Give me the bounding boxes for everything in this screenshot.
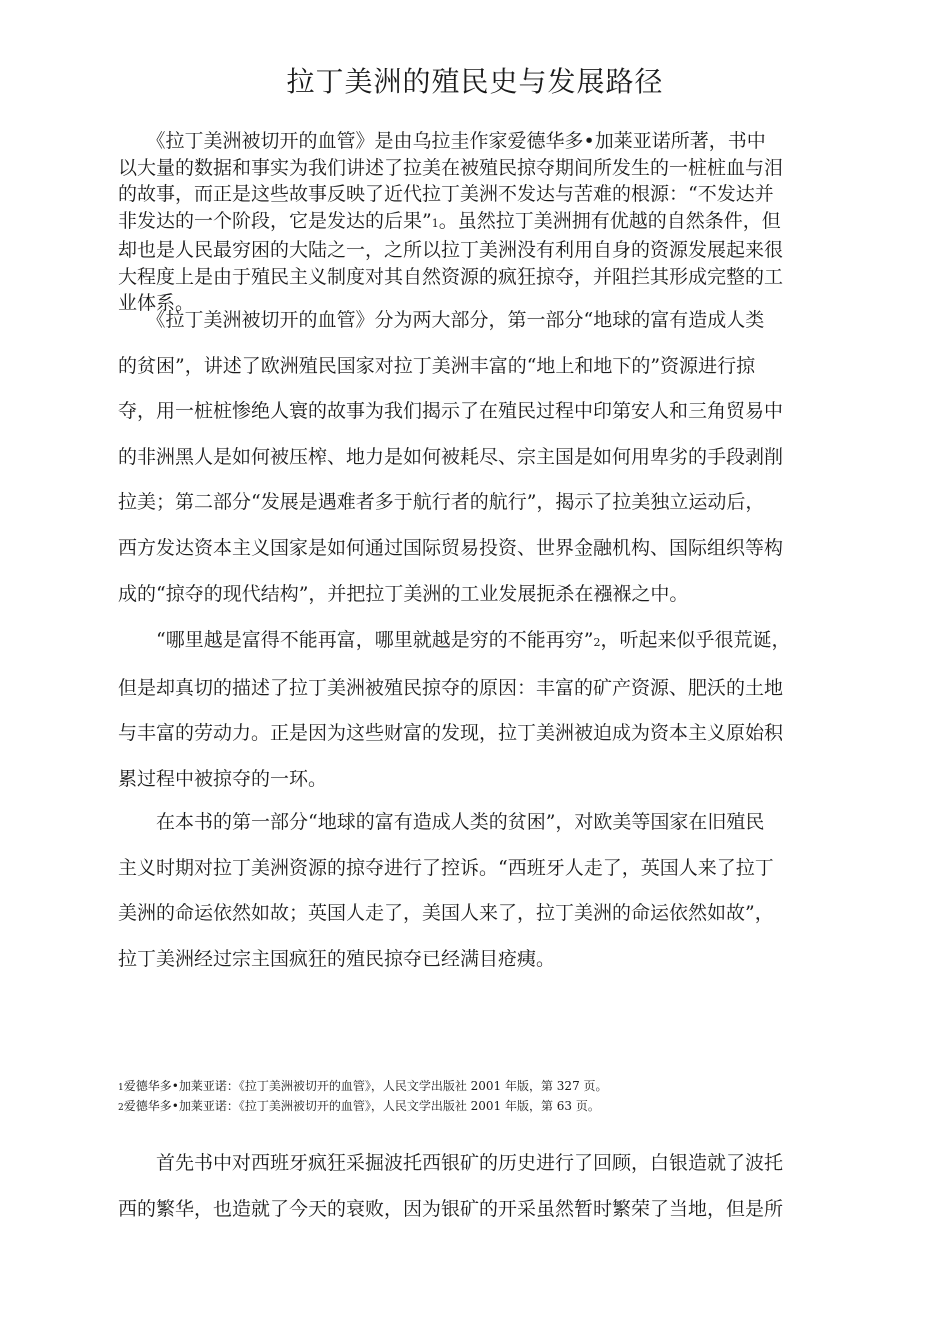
- text-line: 累过程中被掠夺的一环。: [118, 767, 328, 790]
- text-segment: 非发达的一个阶段，它是发达的后果”: [118, 209, 432, 232]
- text-line: 首先书中对西班牙疯狂采掘波托西银矿的历史进行了回顾，白银造就了波托: [118, 1152, 784, 1174]
- footnote-item: [118, 1077, 834, 1097]
- text-line: [118, 208, 834, 238]
- text-line: 拉丁美洲经过宗主国疯狂的殖民掠夺已经满目疮痍。: [118, 947, 556, 970]
- text-segment: “哪里越是富得不能再富，哪里就越是穷的不能再穷”: [118, 629, 594, 651]
- text-line: 的故事，而正是这些故事反映了近代拉丁美洲不发达与苦难的根源：“不发达并: [118, 183, 774, 205]
- footnote-text: 爱德华多•加莱亚诺：《拉丁美洲被切开的血管》，人民文学出版社 2001 年版，第 63 页。: [123, 1099, 600, 1113]
- text-line: 拉美；第二部分“发展是遇难者多于航行者的航行”，揭示了拉美独立运动后，: [118, 491, 765, 514]
- text-line: 成的“掠夺的现代结构”，并把拉丁美洲的工业发展扼杀在襁褓之中。: [118, 582, 689, 605]
- footnote-reference[interactable]: 1: [431, 216, 439, 230]
- text-line: 在本书的第一部分“地球的富有造成人类的贫困”，对欧美等国家在旧殖民: [118, 811, 765, 833]
- text-line: 的非洲黑人是如何被压榨、地力是如何被耗尽、宗主国是如何用卑劣的手段剥削: [118, 445, 784, 468]
- text-line: 以大量的数据和事实为我们讲述了拉美在被殖民掠夺期间所发生的一桩桩血与泪: [118, 156, 784, 179]
- footnote-text: 爱德华多•加莱亚诺：《拉丁美洲被切开的血管》，人民文学出版社 2001 年版，第 327 页。: [123, 1079, 608, 1093]
- footnote-mark: 1: [118, 1083, 124, 1093]
- text-line: 但是却真切的描述了拉丁美洲被殖民掠夺的原因：丰富的矿产资源、肥沃的土地: [118, 676, 784, 699]
- text-line: 《拉丁美洲被切开的血管》分为两大部分，第一部分“地球的富有造成人类: [118, 309, 765, 331]
- text-line: 《拉丁美洲被切开的血管》是由乌拉圭作家爱德华多•加莱亚诺所著，书中: [118, 130, 766, 152]
- paragraph-part-one: [118, 800, 834, 982]
- text-line: 西的繁华，也造就了今天的衰败，因为银矿的开采虽然暂时繁荣了当地，但是所: [118, 1197, 784, 1220]
- text-line: 西方发达资本主义国家是如何通过国际贸易投资、世界金融机构、国际组织等构: [118, 536, 784, 559]
- paragraph-potosi: [118, 1141, 834, 1232]
- text-line: 的贫困”，讲述了欧洲殖民国家对拉丁美洲丰富的“地上和地下的”资源进行掠: [118, 354, 756, 377]
- text-line: 夺，用一桩桩惨绝人寰的故事为我们揭示了在殖民过程中印第安人和三角贸易中: [118, 400, 784, 423]
- footnote-reference[interactable]: 2: [593, 636, 601, 649]
- page-title: 拉丁美洲的殖民史与发展路径: [286, 65, 664, 98]
- text-line: 与丰富的劳动力。正是因为这些财富的发现，拉丁美洲被迫成为资本主义原始积: [118, 722, 784, 745]
- text-line: 美洲的命运依然如故；英国人走了，美国人来了，拉丁美洲的命运依然如故”，: [118, 902, 774, 925]
- paragraph-intro: [118, 128, 834, 317]
- footnote-item: [118, 1097, 834, 1117]
- text-segment: 。虽然拉丁美洲拥有优越的自然条件，但: [438, 209, 781, 232]
- text-line: 大程度上是由于殖民主义制度对其自然资源的疯狂掠夺，并阻拦其形成完整的工: [118, 265, 784, 288]
- text-line: [118, 618, 834, 666]
- text-line: 却也是人民最穷困的大陆之一，之所以拉丁美洲没有利用自身的资源发展起来很: [118, 239, 784, 261]
- paragraph-structure: [118, 298, 834, 617]
- paragraph-wealth-poverty: [118, 618, 834, 802]
- text-segment: ，听起来似乎很荒诞，: [600, 629, 791, 651]
- text-line: 主义时期对拉丁美洲资源的掠夺进行了控诉。“西班牙人走了，英国人来了拉丁: [118, 856, 774, 879]
- text-line: 业体系。: [118, 292, 195, 314]
- footnotes: [118, 1077, 834, 1117]
- footnote-mark: 2: [118, 1103, 124, 1113]
